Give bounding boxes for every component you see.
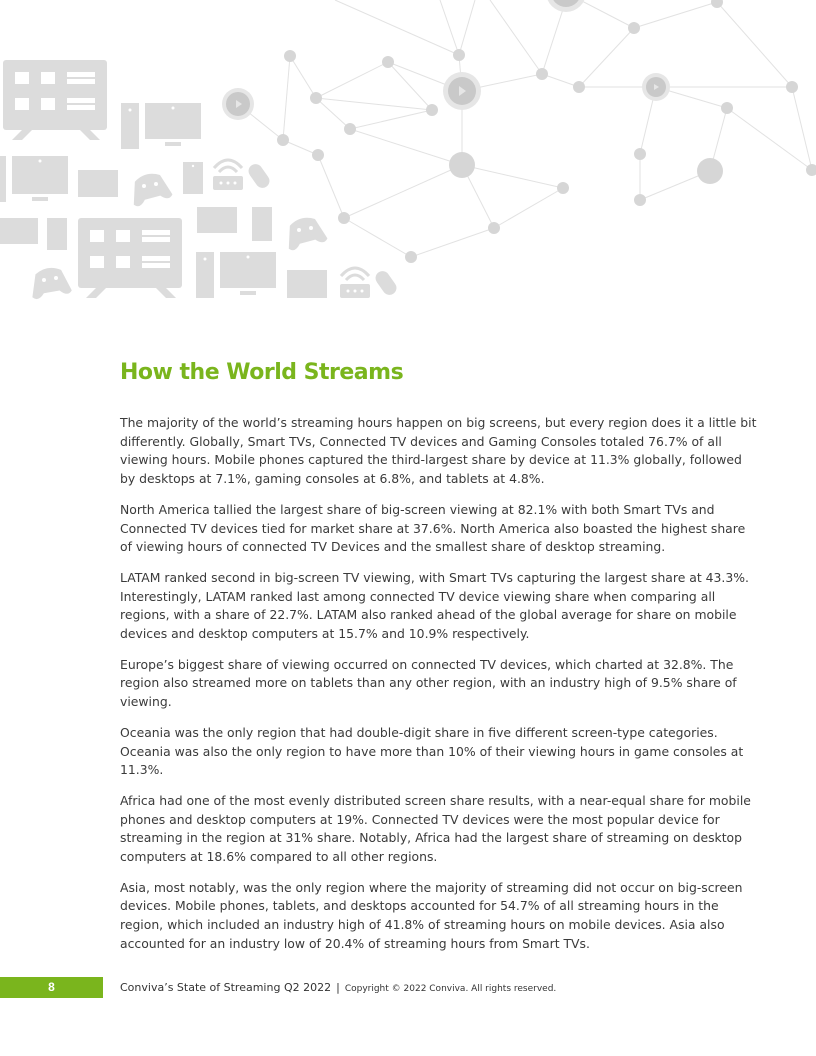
footer-text — [120, 977, 556, 1000]
page-footer — [0, 977, 816, 998]
game-controller-icon — [28, 265, 72, 300]
paragraph-latam: LATAM ranked second in big-screen TV viewing, with Smart TVs capturing the largest share at 43.3%. Interestingly, LATAM ranked last among connected TV device viewing share when comparing all regions, with a share of 22.7%. LATAM also ranked ahead of the global average for share on mobile devices and desktop computers at 15.7% and 10.9% respectively. — [120, 569, 749, 642]
footer-report-title: Conviva’s State of Streaming Q2 2022 — [120, 981, 332, 994]
play-icon — [222, 88, 254, 120]
desktop-computer-icon — [121, 103, 201, 149]
tablet-icon — [183, 162, 203, 194]
play-icon — [546, 0, 586, 12]
laptop-icon — [287, 270, 327, 298]
game-controller-icon — [282, 213, 328, 251]
grid-tv-icon — [78, 218, 182, 298]
paragraph-europe: Europe’s biggest share of viewing occurred on connected TV devices, which charted at 32.8%. The region also streamed more on tablets than any other region, with an industry high of 9.5% share of viewing. — [120, 656, 737, 710]
laptop-icon — [78, 170, 118, 197]
footer-copyright: Copyright © 2022 Conviva. All rights reserved. — [344, 984, 557, 994]
article-body — [120, 414, 760, 966]
page-title: How the World Streams — [120, 360, 404, 385]
hero-devices-network-graphic — [0, 0, 816, 300]
footer-separator: | — [336, 981, 340, 994]
desktop-computer-icon — [196, 252, 276, 298]
paragraph-global: The majority of the world’s streaming hours happen on big screens, but every region does it a little bit differently. Globally, Smart TVs, Connected TV devices and Gaming Consoles totaled 76.7% of all viewing hours. Mobile phones captured the third-largest share by device at 11.3% globally, followed by desktops at 7.1%, gaming consoles at 6.8%, and tablets at 4.8%. — [120, 415, 757, 487]
network-lines — [238, 0, 812, 257]
grid-tv-icon — [3, 60, 107, 140]
paragraph-oceania: Oceania was the only region that had double-digit share in five different screen-type categories. Oceania was also the only region to have more than 10% of their viewing hours in game consoles at 11.3%. — [120, 724, 744, 778]
paragraph-asia: Asia, most notably, was the only region where the majority of streaming did not occur on big-screen devices. Mobile phones, tablets, and desktops accounted for 54.7% of all streaming hours in the region, which included an industry high of 41.8% of streaming hours on mobile devices. Asia also accounted for an industry low of 20.4% of streaming hours from Smart TVs. — [120, 879, 743, 951]
play-icon — [642, 73, 670, 101]
wifi-router-icon — [340, 268, 370, 298]
paragraph-africa: Africa had one of the most evenly distributed screen share results, with a near-equal share for mobile phones and desktop computers at 19%. Connected TV devices were the most popular device for streaming in the region at 31% share. Notably, Africa had the largest share of streaming on desktop computers at 18.6% compared to all other regions. — [120, 792, 751, 865]
device-icons — [0, 60, 399, 300]
wifi-router-icon — [213, 160, 243, 190]
laptop-icon — [197, 207, 272, 241]
small-tv-icon — [0, 218, 67, 250]
game-controller-icon — [127, 169, 173, 207]
remote-control-icon — [373, 268, 399, 297]
page-number: 8 — [0, 977, 103, 998]
monitor-icon — [0, 156, 68, 202]
paragraph-north-america: North America tallied the largest share of big-screen viewing at 82.1% with both Smart TVs and Connected TV devices tied for market share at 37.6%. North America also boasted the highest share of viewing hours of connected TV Devices and the smallest share of desktop streaming. — [120, 501, 746, 555]
remote-control-icon — [246, 161, 272, 190]
play-icon — [443, 72, 481, 110]
